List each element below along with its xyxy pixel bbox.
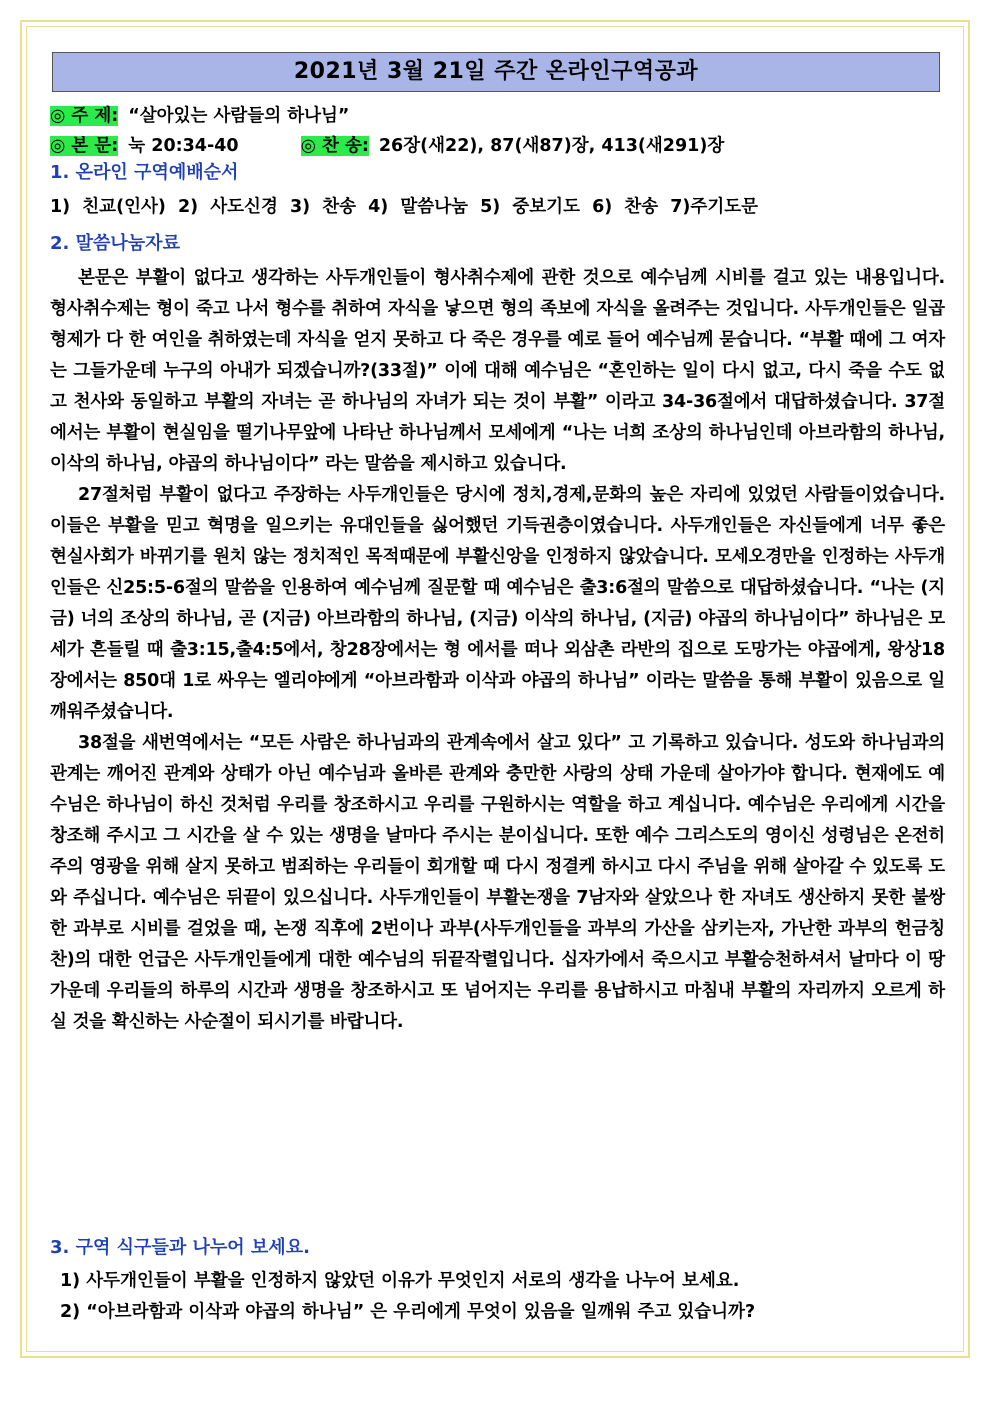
discussion-questions [60, 1266, 755, 1328]
sermon-paragraph-1: 본문은 부활이 없다고 생각하는 사두개인들이 형사취수제에 관한 것으로 예수님께 시비를 걸고 있는 내용입니다. 형사취수제는 형이 죽고 나서 형수를 취하여 자식을 낳으면 형의 족보에 자식을 올려주는 것입니다. 사두개인들은 일곱 형제가 다 한 여인을 취하였는데 자식을 얻지 못하고 다 죽은 경우를 예로 들어 예수님께 묻습니다. “부활 때에 그 여자는 그들가운데 누구의 아내가 되겠습니까?(33절)” 이에 대해 예수님은 “혼인하는 일이 다시 없고, 다시 죽을 수도 없고 천사와 동일하고 부활의 자녀는 곧 하나님의 자녀가 되는 것이 부활” 이라고 34-36절에서 대답하셨습니다. 37절에서는 부활이 현실임을 떨기나무앞에 나타난 하나님께서 모세에게 “나는 너희 조상의 하나님인데 아브라함의 하나님, 이삭의 하나님, 야곱의 하나님이다” 라는 말씀을 제시하고 있습니다. [50, 268, 945, 474]
text-hymn-row [50, 134, 724, 158]
text-label: ◎ 본 문: [50, 136, 119, 156]
sermon-paragraph-3: 38절을 새번역에서는 “모든 사람은 하나님과의 관계속에서 살고 있다” 고 기록하고 있습니다. 성도와 하나님과의 관계는 깨어진 관계와 상태가 아닌 예수님과 올바른 관계와 충만한 사랑의 상태 가운데 살아가야 합니다. 현재에도 예수님은 하나님이 하신 것처럼 우리를 창조하시고 우리를 구원하시는 역할을 하고 계십니다. 예수님은 우리에게 시간을 창조해 주시고 그 시간을 살 수 있는 생명을 날마다 주시는 분이십니다. 또한 예수 그리스도의 영이신 성령님은 온전히 주의 영광을 위해 살지 못하고 범죄하는 우리들이 회개할 때 다시 정결케 하시고 다시 주님을 위해 살아갈 수 있도록 도와 주십니다. 예수님은 뒤끝이 있으십니다. 사두개인들이 부활논쟁을 7남자와 살았으나 한 자녀도 생산하지 못한 불쌍한 과부로 시비를 걸었을 때, 논쟁 직후에 2번이나 과부(사두개인들을 과부의 가산을 삼키는자, 가난한 과부의 헌금칭찬)의 대한 언급은 사두개인들에게 대한 예수님의 뒤끝작렬입니다. 십자가에서 죽으시고 부활승천하셔서 날마다 이 땅 가운데 우리들의 하루의 시간과 생명을 창조하시고 또 넘어지는 우리를 용납하시고 마침내 부활의 자리까지 오르게 하실 것을 확신하는 사순절이 되시기를 바랍니다. [50, 733, 945, 1032]
worship-order: 1) 친교(인사) 2) 사도신경 3) 찬송 4) 말씀나눔 5) 중보기도 6) 찬송 7)주기도문 [50, 197, 759, 217]
text-value: 눅 20:34-40 [128, 136, 239, 156]
theme-row [50, 104, 349, 128]
question-2: 2) “아브라함과 이삭과 야곱의 하나님” 은 우리에게 무엇이 있음을 일깨워 주고 있습니까? [60, 1302, 756, 1322]
sermon-paragraph-2: 27절처럼 부활이 없다고 주장하는 사두개인들은 당시에 정치,경제,문화의 높은 자리에 있었던 사람들이었습니다. 이들은 부활을 믿고 혁명을 일으키는 유대인들을 싫어했던 기득권층이였습니다. 사두개인들은 자신들에게 너무 좋은 현실사회가 바뀌기를 원치 않는 정치적인 목적때문에 부활신앙을 인정하지 않았습니다. 모세오경만을 인정하는 사두개인들은 신25:5-6절의 말씀을 인용하여 예수님께 질문할 때 예수님은 출3:6절의 말씀으로 대답하셨습니다. “나는 (지금) 너의 조상의 하나님, 곧 (지금) 아브라함의 하나님, (지금) 이삭의 하나님, (지금) 야곱의 하나님이다” 하나님은 모세가 흔들릴 때 출3:15,출4:5에서, 창28장에서는 형 에서를 떠나 외삼촌 라반의 집으로 도망가는 야곱에게, 왕상18장에서는 850대 1로 싸우는 엘리야에게 “아브라함과 이삭과 야곱의 하나님” 이라는 말씀을 통해 부활이 있음으로 일깨워주셨습니다. [50, 485, 945, 722]
theme-label: ◎ 주 제: [50, 106, 119, 126]
sermon-body [50, 263, 945, 1038]
section3-heading: 3. 구역 식구들과 나누어 보세요. [50, 1237, 310, 1258]
question-1: 1) 사두개인들이 부활을 인정하지 않았던 이유가 무엇인지 서로의 생각을 나누어 보세요. [60, 1271, 740, 1291]
page-title: 2021년 3월 21일 주간 온라인구역공과 [52, 52, 940, 92]
section2-heading: 2. 말씀나눔자료 [50, 233, 180, 254]
hymn-value: 26장(새22), 87(새87)장, 413(새291)장 [378, 136, 725, 156]
theme-value: “살아있는 사람들의 하나님” [128, 106, 350, 126]
section1-heading: 1. 온라인 구역예배순서 [50, 162, 239, 183]
hymn-label: ◎ 찬 송: [300, 136, 369, 156]
